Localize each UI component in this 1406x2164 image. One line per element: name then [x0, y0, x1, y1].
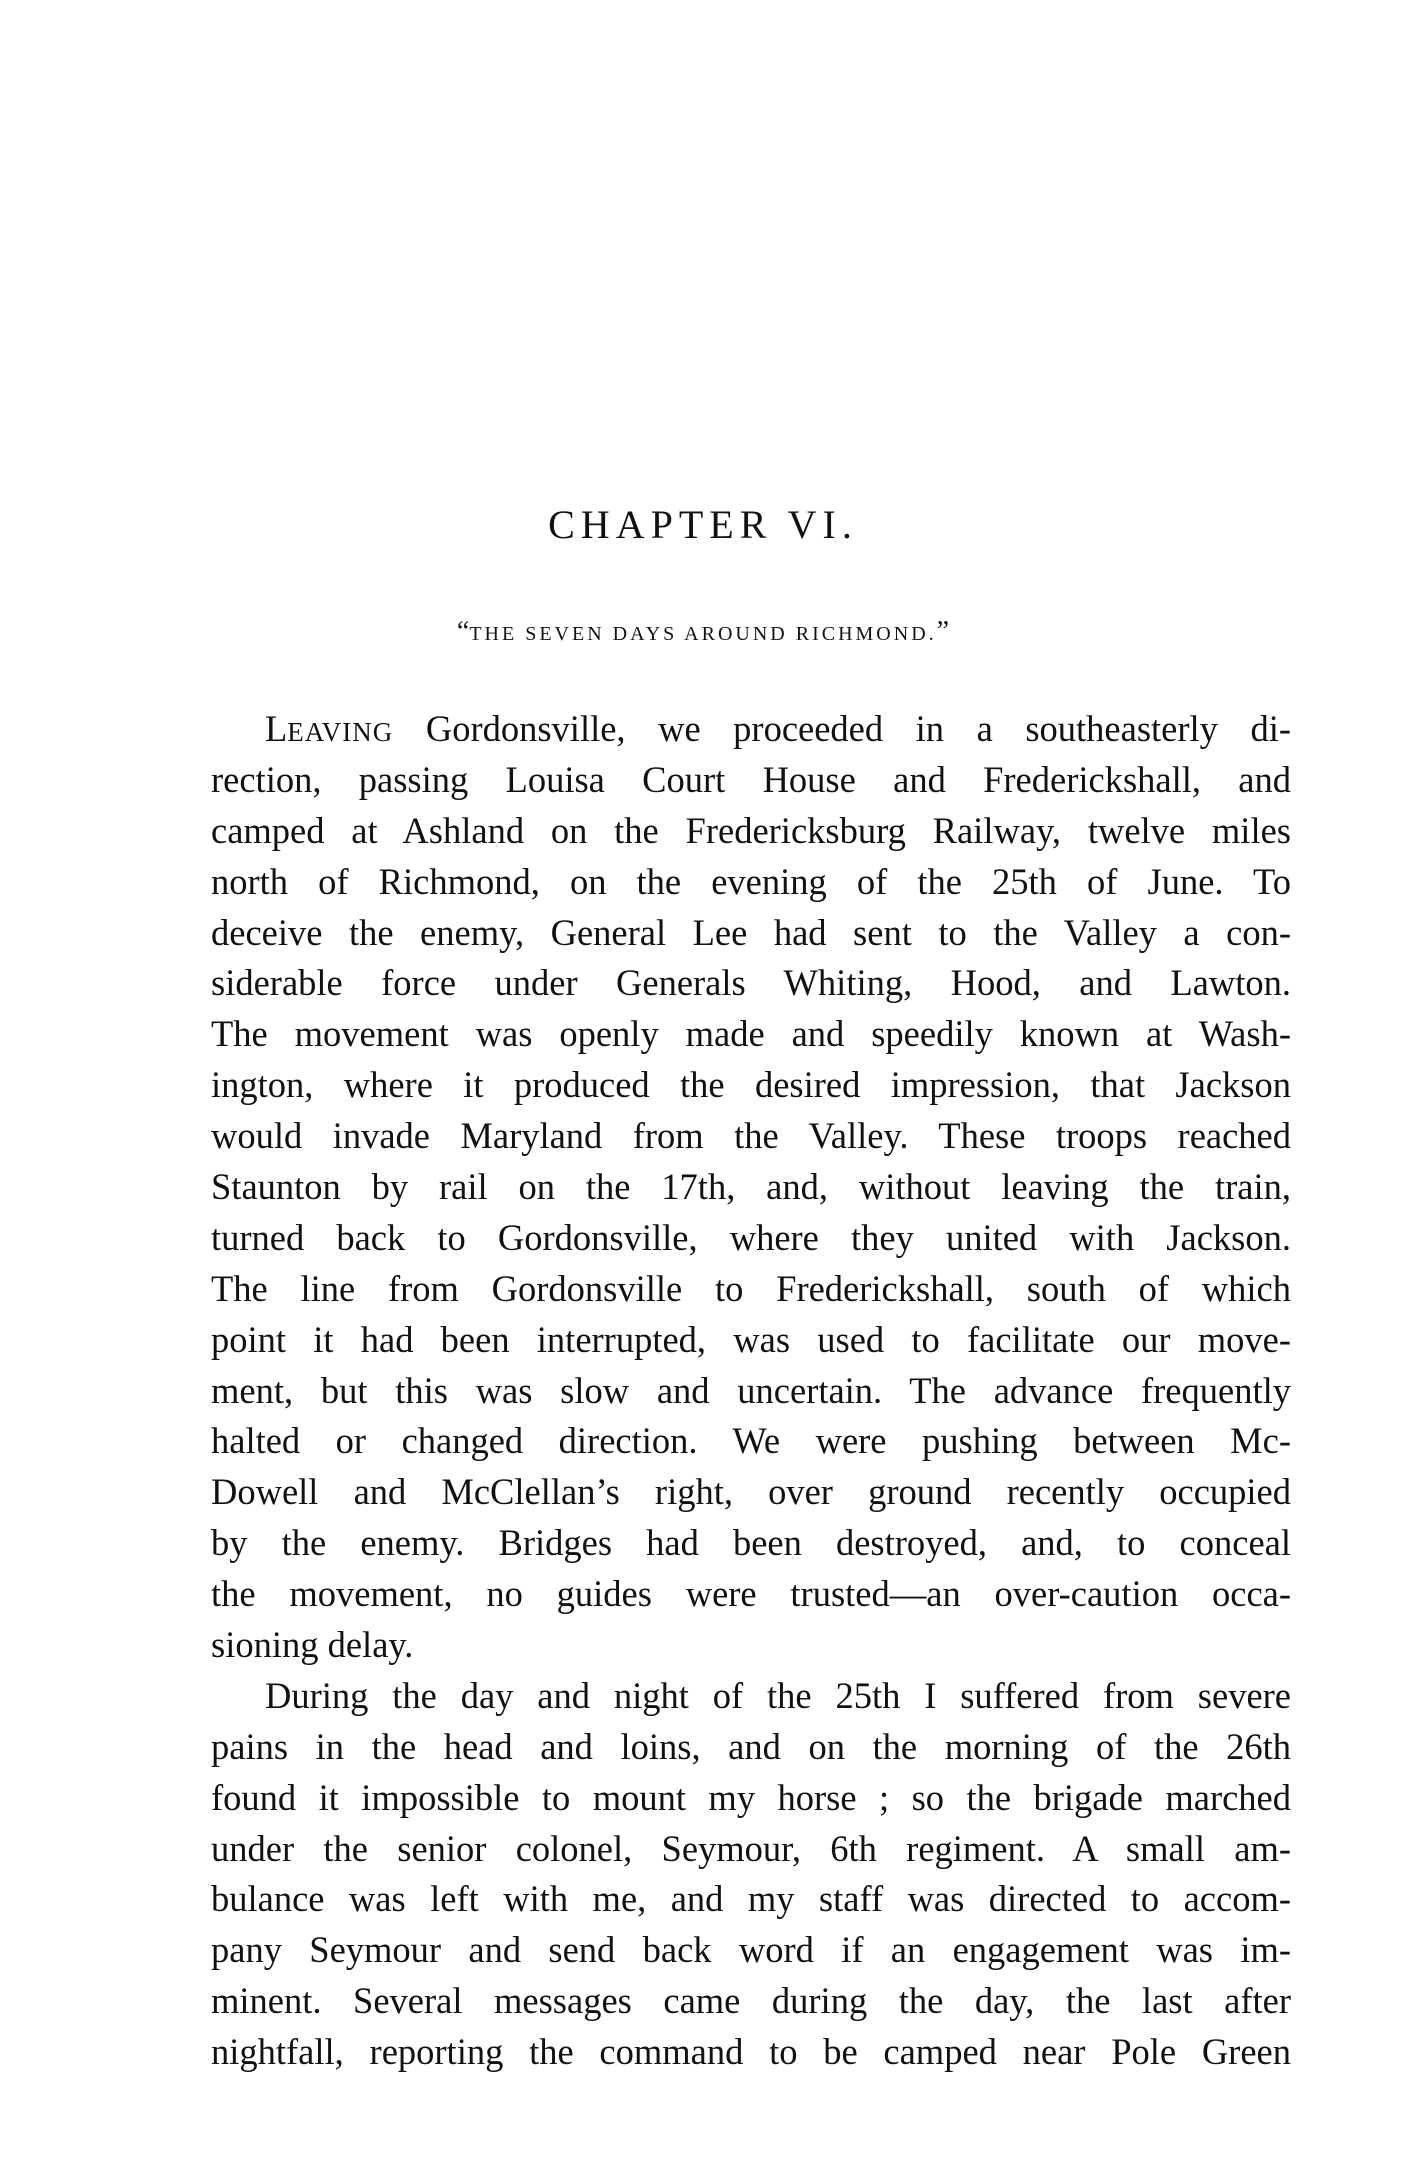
paragraph-1 — [211, 704, 1291, 1671]
text-line: Staunton by rail on the 17th, and, without leaving the train, — [211, 1166, 1291, 1208]
text-line: would invade Maryland from the Valley. These troops reached — [211, 1115, 1291, 1157]
line-text: Gordonsville, we proceeded in a southeasterly di- — [393, 708, 1291, 749]
text-line: camped at Ashland on the Fredericksburg Railway, twelve miles — [211, 809, 1291, 851]
text-line: sioning delay. — [211, 1624, 414, 1666]
body-text — [211, 704, 1291, 2078]
text-line: The movement was openly made and speedily known at Wash- — [211, 1013, 1291, 1055]
text-line: point it had been interrupted, was used to facilitate our move- — [211, 1318, 1291, 1360]
text-line: During the day and night of the 25th I suffered from severe — [265, 1674, 1291, 1716]
text-line: ment, but this was slow and uncertain. The advance frequently — [211, 1369, 1291, 1411]
text-line: nightfall, reporting the command to be camped near Pole Green — [211, 2031, 1291, 2073]
text-line: deceive the enemy, General Lee had sent to the Valley a con- — [211, 911, 1291, 953]
open-quote: “ — [456, 616, 470, 647]
lead-initial: L — [265, 708, 288, 749]
text-line: halted or changed direction. We were pushing between Mc- — [211, 1420, 1291, 1462]
text-line: the movement, no guides were trusted—an over-caution occa- — [211, 1573, 1291, 1615]
text-line: rection, passing Louisa Court House and Frederickshall, and — [211, 758, 1291, 800]
text-line: Dowell and McClellan’s right, over ground recently occupied — [211, 1471, 1291, 1513]
close-quote: ” — [936, 616, 950, 647]
text-line: bulance was left with me, and my staff was directed to accom- — [211, 1878, 1291, 1920]
chapter-title: CHAPTER VI. — [548, 502, 858, 547]
chapter-subtitle — [0, 614, 1406, 652]
text-line: found it impossible to mount my horse ; so the brigade marched — [211, 1776, 1291, 1818]
text-line — [211, 704, 1291, 755]
text-line: siderable force under Generals Whiting, Hood, and Lawton. — [211, 962, 1291, 1004]
text-line: north of Richmond, on the evening of the 25th of June. To — [211, 860, 1291, 902]
text-line: under the senior colonel, Seymour, 6th regiment. A small am- — [211, 1827, 1291, 1869]
text-line: by the enemy. Bridges had been destroyed, and, to conceal — [211, 1522, 1291, 1564]
text-line: turned back to Gordonsville, where they united with Jackson. — [211, 1216, 1291, 1258]
text-line: pany Seymour and send back word if an engagement was im- — [211, 1929, 1291, 1971]
text-line: ington, where it produced the desired impression, that Jackson — [211, 1064, 1291, 1106]
text-line: The line from Gordonsville to Frederickshall, south of which — [211, 1267, 1291, 1309]
text-line: pains in the head and loins, and on the morning of the 26th — [211, 1725, 1291, 1767]
text-line: minent. Several messages came during the day, the last after — [211, 1980, 1291, 2022]
paragraph-2 — [211, 1671, 1291, 2078]
chapter-subtitle-text: THE SEVEN DAYS AROUND RICHMOND. — [469, 623, 937, 645]
lead-smallcaps: EAVING — [287, 717, 394, 747]
